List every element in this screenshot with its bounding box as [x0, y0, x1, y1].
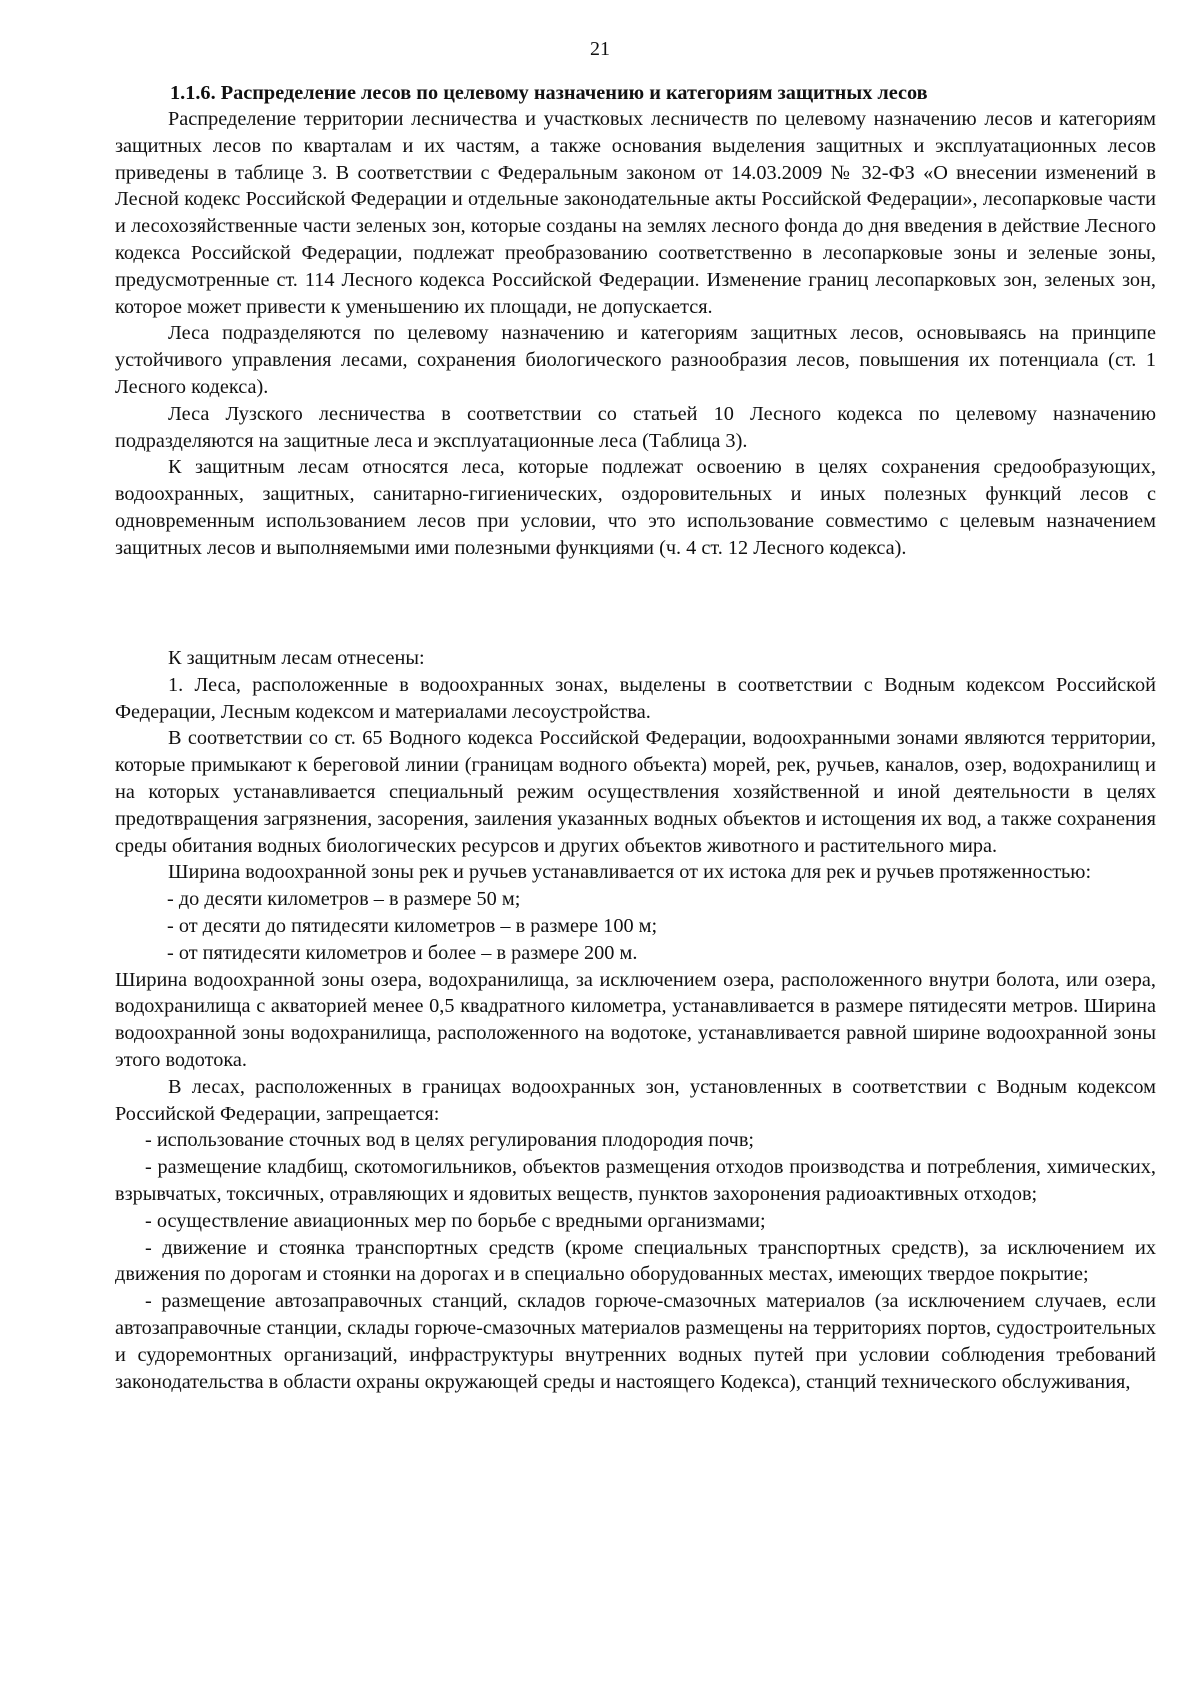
prohibited-item: - движение и стоянка транспортных средств (кроме специальных транспортных средств), за исключением их движения по дорогам и стоянки на дорогах и в специально оборудованных местах, имеющих твердое покрытие;	[115, 1236, 1156, 1286]
width-item: - до десяти километров – в размере 50 м;	[167, 888, 521, 911]
prohibited-item: - размещение кладбищ, скотомогильников, объектов размещения отходов производства и потребления, химических, взрывчатых, токсичных, отравляющих и ядовитых веществ, пунктов захоронения радиоактивных отходов;	[115, 1156, 1156, 1205]
prohibited-item: - осуществление авиационных мер по борьбе с вредными организмами;	[145, 1209, 766, 1232]
intro-section	[115, 106, 1156, 562]
width-item: - от десяти до пятидесяти километров – в размере 100 м;	[167, 914, 658, 937]
section-heading: 1.1.6. Распределение лесов по целевому назначению и категориям защитных лесов	[170, 82, 928, 104]
paragraph-distribution: Распределение территории лесничества и участковых лесничеств по целевому назначению лесов и категориям защитных лесов по кварталам и их частям, а также основания выделения защитных и эксплуатационных лесов приведены в таблице 3. В соответствии с Федеральным законом от 14.03.2009 № 32-ФЗ «О внесении изменений в Лесной кодекс Российской Федерации и отдельные законодательные акты Российской Федерации», лесопарковые части и лесохозяйственные части зеленых зон, которые созданы на землях лесного фонда до дня введения в действие Лесного кодекса Российской Федерации, подлежат преобразованию соответственно в лесопарковые зоны и зеленые зоны, предусмотренные ст. 114 Лесного кодекса Российской Федерации. Изменение границ лесопарковых зон, зеленых зон, которое может привести к уменьшению их площади, не допускается.	[115, 108, 1156, 318]
prohibited-intro: В лесах, расположенных в границах водоохранных зон, установленных в соответствии с Водным кодексом Российской Федерации, запрещается:	[115, 1075, 1156, 1125]
lake-width-paragraph: Ширина водоохранной зоны озера, водохранилища, за исключением озера, расположенного внутри болота, или озера, водохранилища с акваторией менее 0,5 квадратного километра, устанавливается в размере пятидесяти метров. Ширина водоохранной зоны водохранилища, расположенного на водотоке, устанавливается равной ширине водоохранной зоны этого водотока.	[115, 968, 1156, 1071]
paragraph-luza-forests: Леса Лузского лесничества в соответствии со статьей 10 Лесного кодекса по целевому назначению подразделяются на защитные леса и эксплуатационные леса (Таблица 3).	[115, 402, 1156, 452]
protective-intro: К защитным лесам отнесены:	[168, 647, 425, 669]
protective-section	[115, 645, 1156, 1395]
page-number: 21	[590, 38, 610, 60]
prohibited-item: - размещение автозаправочных станций, складов горюче-смазочных материалов (за исключением случаев, если автозаправочные станции, склады горюче-смазочных материалов размещены на территориях портов, судостроительных и судоремонтных организаций, инфраструктуры внутренних водных путей при условии соблюдения требований законодательства в области охраны окружающей среды и настоящего Кодекса), станций технического обслуживания,	[115, 1290, 1156, 1393]
width-item: - от пятидесяти километров и более – в размере 200 м.	[167, 941, 638, 964]
paragraph-protective-definition: К защитным лесам относятся леса, которые подлежат освоению в целях сохранения средообразующих, водоохранных, защитных, санитарно-гигиенических, оздоровительных и иных полезных функций лесов с одновременным использованием лесов при условии, что это использование совместимо с целевым назначением защитных лесов и выполняемыми ими полезными функциями (ч. 4 ст. 12 Лесного кодекса).	[115, 456, 1156, 559]
paragraph-subdivision: Леса подразделяются по целевому назначению и категориям защитных лесов, основываясь на принципе устойчивого управления лесами, сохранения биологического разнообразия лесов, повышения их потенциала (ст. 1 Лесного кодекса).	[115, 322, 1156, 398]
width-intro: Ширина водоохранной зоны рек и ручьев устанавливается от их истока для рек и ручьев протяженностью:	[168, 861, 1092, 884]
water-zone-definition: В соответствии со ст. 65 Водного кодекса Российской Федерации, водоохранными зонами являются территории, которые примыкают к береговой линии (границам водного объекта) морей, рек, ручьев, каналов, озер, водохранилищ и на которых устанавливается специальный режим осуществления хозяйственной и иной деятельности в целях предотвращения загрязнения, засорения, заиления указанных водных объектов и истощения их вод, а также сохранения среды обитания водных биологических ресурсов и других объектов животного и растительного мира.	[115, 727, 1156, 857]
prohibited-item: - использование сточных вод в целях регулирования плодородия почв;	[145, 1129, 755, 1152]
item-1: 1. Леса, расположенные в водоохранных зонах, выделены в соответствии с Водным кодексом Российской Федерации, Лесным кодексом и материалами лесоустройства.	[115, 673, 1156, 723]
